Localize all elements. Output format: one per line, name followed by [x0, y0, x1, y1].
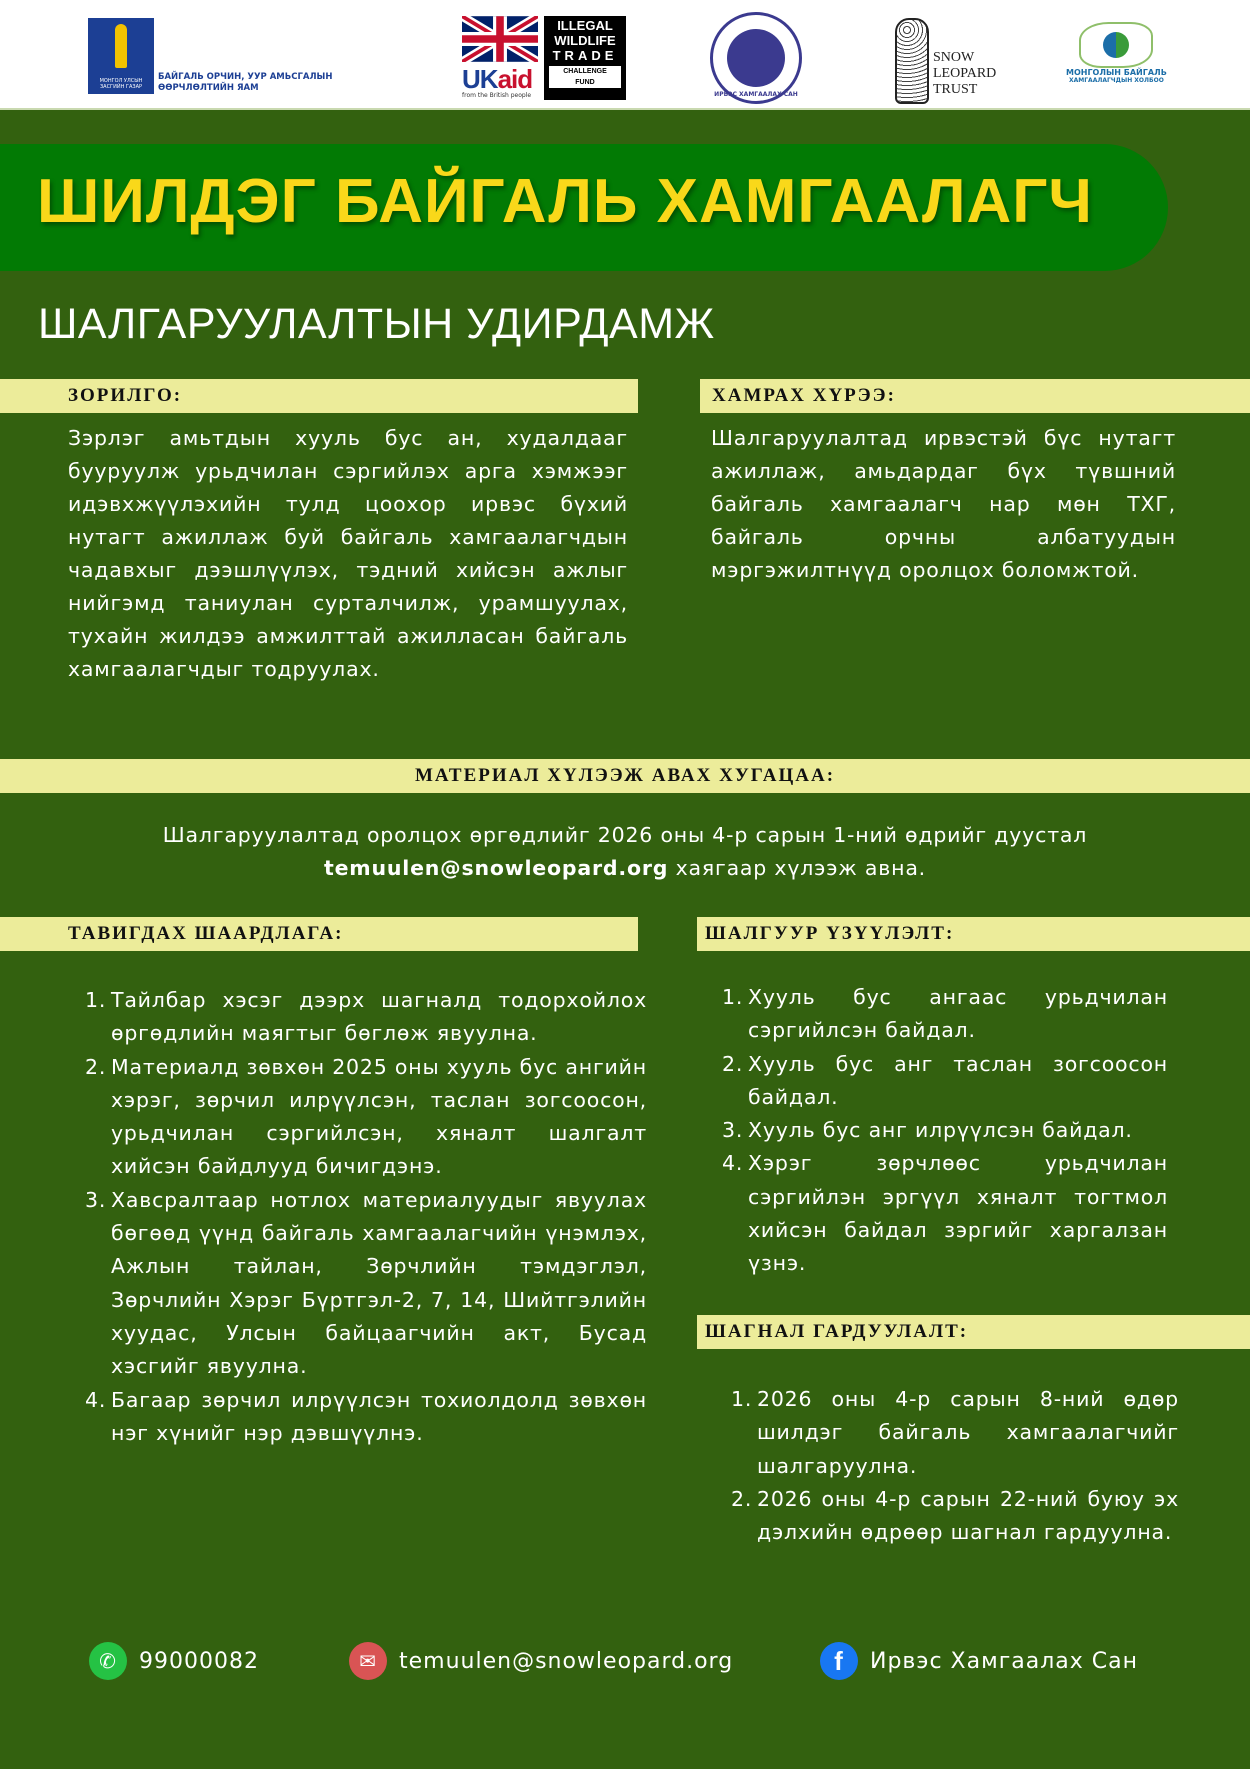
- ministry-logo: [88, 18, 332, 94]
- criteria-heading: ШАЛГУУР ҮЗҮҮЛЭЛТ:: [697, 917, 1250, 951]
- title-banner: [0, 144, 1168, 271]
- irves-foundation-logo: [710, 12, 802, 104]
- requirements-heading: ТАВИГДАХ ШААРДЛАГА:: [0, 917, 638, 951]
- awards-list: [731, 1383, 1179, 1549]
- deadline-line1: Шалгаруулалтад оролцох өргөдлийг 2026 оны 4-р сарын 1-ний өдрийг дуустал: [162, 823, 1088, 847]
- scope-text: Шалгаруулалтад ирвэстэй бүс нутагт ажиллаж, амьдардаг бүх түвшний байгаль хамгаалагч нар мөн ТХГ, байгаль орчны албатуудын мэргэжилтнүүд оролцох боломжтой.: [711, 426, 1176, 582]
- ministry-name-line1: БАЙГАЛЬ ОРЧИН, УУР АМЬСГАЛЫН: [158, 72, 333, 82]
- goal-text: Зэрлэг амьтдын хууль бус ан, худалдааг бууруулж урьдчилан сэргийлэх арга хэмжээг идэвхжүүлэхийн тулд цоохор ирвэс бүхий нутагт ажиллаж буй байгаль хамгаалагчдын чадавхыг дээшлүүлэх, тэдний хийсэн ажлыг нийгэмд таниулан сурталчилж, урамшуулах, тухайн жилдээ амжилттай ажилласан байгаль хамгаалагчдыг тодруулах.: [68, 426, 628, 681]
- page-subtitle: ШАЛГАРУУЛАЛТЫН УДИРДАМЖ: [38, 300, 715, 348]
- goal-heading: ЗОРИЛГО:: [0, 379, 638, 413]
- deadline-text: [0, 819, 1250, 885]
- footer-phone: [89, 1642, 259, 1680]
- soyombo-emblem: МОНГОЛ УЛСЫН ЗАСГИЙН ГАЗАР: [88, 18, 154, 94]
- awards-heading: ШАГНАЛ ГАРДУУЛАЛТ:: [697, 1315, 1250, 1349]
- list-item: 2. 2026 оны 4-р сарын 22-ний буюу эх дэлхийн өдрөөр шагнал гардуулна.: [731, 1486, 1179, 1545]
- whatsapp-phone-icon: ✆: [89, 1642, 127, 1680]
- email-link[interactable]: temuulen@snowleopard.org: [399, 1648, 734, 1674]
- deadline-email-link[interactable]: temuulen@snowleopard.org: [323, 856, 669, 880]
- list-item: 1. Хууль бус ангаас урьдчилан сэргийлсэн байдал.: [722, 985, 1168, 1043]
- footer-email: [349, 1642, 733, 1680]
- list-item: 3. Хавсралтаар нотлох материалуудыг явуулах бөгөөд үүнд байгаль хамгаалагчийн үнэмлэх, Ажлын тайлан, Зөрчлийн тэмдэглэл, Зөрчлийн Хэрэг Бүртгэл-2, 7, 14, Шийтгэлийн хуудас, Улсын байцаагчийн акт, Бусад хэсгийг явуулна.: [85, 1187, 647, 1379]
- ukaid-logo: UKaid from the British people ILLEGAL WILDLIFE TRADE CHALLENGE FUND: [462, 16, 626, 100]
- snow-leopard-trust-logo: SNOW LEOPARD TRUST: [895, 18, 996, 104]
- email-envelope-icon: ✉: [349, 1642, 387, 1680]
- list-item: 3. Хууль бус анг илрүүлсэн байдал.: [722, 1118, 1133, 1143]
- list-item: 1. 2026 оны 4-р сарын 8-ний өдөр шилдэг байгаль хамгаалагчийг шалгаруулна.: [731, 1387, 1179, 1478]
- criteria-list: [722, 981, 1168, 1281]
- mongolia-map-icon: [1079, 22, 1153, 68]
- list-item: 1. Тайлбар хэсэг дээрх шагналд тодорхойлох өргөдлийн маягтыг бөглөж явуулна.: [85, 988, 647, 1046]
- mongolian-rangers-association-logo: МОНГОЛЫН БАЙГАЛЬ ХАМГААЛАГЧДЫН ХОЛБОО: [1066, 22, 1167, 84]
- facebook-page-link[interactable]: Ирвэс Хамгаалах Сан: [870, 1648, 1139, 1674]
- iwt-challenge-fund-logo: ILLEGAL WILDLIFE TRADE CHALLENGE FUND: [544, 16, 626, 100]
- footer-facebook: [820, 1642, 1138, 1680]
- list-item: 4. Багаар зөрчил илрүүлсэн тохиолдолд зөвхөн нэг хүнийг нэр дэвшүүлнэ.: [85, 1387, 647, 1445]
- scope-heading: ХАМРАХ ХҮРЭЭ:: [700, 379, 1250, 413]
- ministry-name-line2: ӨӨРЧЛӨЛТИЙН ЯАМ: [158, 83, 259, 93]
- union-jack-icon: [462, 16, 538, 62]
- facebook-icon: f: [820, 1642, 858, 1680]
- page-title: ШИЛДЭГ БАЙГАЛЬ ХАМГААЛАГЧ: [37, 167, 1093, 236]
- deadline-heading: МАТЕРИАЛ ХҮЛЭЭЖ АВАХ ХУГАЦАА:: [0, 759, 1250, 793]
- phone-number[interactable]: 99000082: [139, 1648, 259, 1674]
- deadline-line2: хаягаар хүлээж авна.: [668, 856, 926, 880]
- logo-header: [0, 0, 1250, 110]
- snow-leopard-icon: [895, 18, 929, 104]
- list-item: 2. Хууль бус анг таслан зогсоосон байдал.: [722, 1051, 1168, 1109]
- list-item: 4. Хэрэг зөрчлөөс урьдчилан сэргийлэн эргүүл хяналт тогтмол хийсэн байдал зэргийг харгалзан үзнэ.: [722, 1151, 1168, 1276]
- requirements-list: [85, 984, 647, 1450]
- snow-leopard-circle-icon: ИРВЭС ХАМГААЛАХ САН: [710, 12, 802, 104]
- list-item: 2. Материалд зөвхөн 2025 оны хууль бус ангийн хэрэг, зөрчил илрүүлсэн, таслан зогсоосон, урьдчилан сэргийлсэн, хяналт шалгалт хийсэн байдлууд бичигдэнэ.: [85, 1054, 647, 1179]
